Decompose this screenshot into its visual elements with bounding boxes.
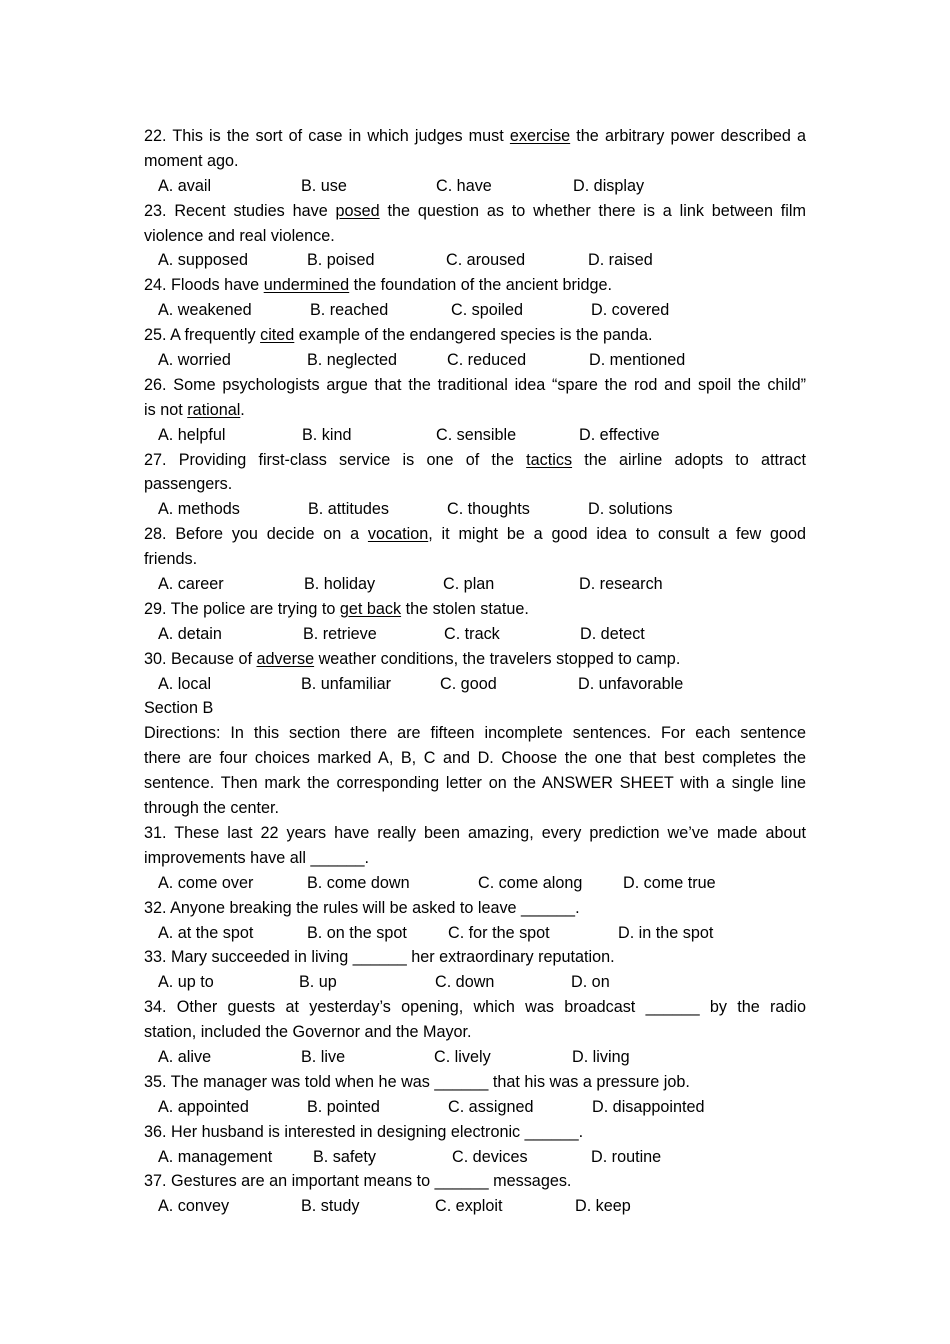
answer-options — [144, 298, 806, 323]
question-stem-line: violence and real violence. — [144, 226, 335, 245]
answer-option: D. solutions — [588, 500, 673, 519]
answer-option: D. disappointed — [592, 1097, 705, 1116]
answer-option: D. in the spot — [618, 923, 714, 942]
answer-option: B. attitudes — [308, 500, 389, 519]
answer-options — [144, 572, 806, 597]
answer-option: C. thoughts — [447, 500, 530, 519]
answer-option: C. exploit — [435, 1197, 503, 1216]
answer-options — [144, 921, 806, 946]
answer-option: B. safety — [313, 1147, 376, 1166]
directions-line: there are four choices marked A, B, C and D. Choose the one that best completes the — [144, 749, 806, 768]
answer-options — [144, 622, 806, 647]
question-stem-line: 25. A frequently cited example of the endangered species is the panda. — [144, 326, 653, 345]
question-stem-line: station, included the Governor and the Mayor. — [144, 1023, 472, 1042]
answer-option: A. alive — [158, 1047, 212, 1066]
question-stem-line: 29. The police are trying to get back the stolen statue. — [144, 599, 529, 618]
underlined-word: get back — [339, 599, 402, 618]
question-stem-line: 28. Before you decide on a vocation, it might be a good idea to consult a few good — [144, 525, 807, 544]
answer-option: A. career — [158, 575, 224, 594]
answer-option: B. use — [301, 176, 347, 195]
question-stem-line: 37. Gestures are an important means to ______ messages. — [144, 1172, 572, 1191]
answer-option: D. living — [572, 1047, 630, 1066]
answer-option: B. kind — [302, 425, 352, 444]
answer-options — [144, 248, 806, 273]
answer-option: A. up to — [158, 973, 214, 992]
directions-line: through the center. — [144, 799, 279, 818]
answer-option: C. down — [435, 973, 495, 992]
answer-option: D. research — [579, 575, 663, 594]
question-stem-line: friends. — [144, 550, 198, 569]
underlined-word: cited — [260, 326, 295, 345]
answer-options — [144, 672, 806, 697]
answer-option: C. lively — [434, 1047, 491, 1066]
answer-option: C. plan — [443, 575, 495, 594]
answer-options — [144, 1145, 806, 1170]
underlined-word: rational — [187, 400, 241, 419]
answer-options — [144, 497, 806, 522]
answer-option: A. supposed — [158, 251, 248, 270]
answer-option: C. reduced — [447, 351, 527, 370]
answer-option: B. reached — [310, 301, 389, 320]
answer-option: D. keep — [575, 1197, 631, 1216]
answer-option: C. good — [440, 674, 497, 693]
question-stem-line: 24. Floods have undermined the foundation of the ancient bridge. — [144, 276, 612, 295]
question-stem-line: 22. This is the sort of case in which judges must exercise the arbitrary power described a — [144, 127, 806, 145]
answer-options — [144, 348, 806, 373]
answer-options — [144, 174, 806, 199]
directions-line: Directions: In this section there are fifteen incomplete sentences. For each sentence — [144, 724, 806, 743]
answer-option: D. unfavorable — [578, 674, 684, 693]
answer-option: A. local — [158, 674, 212, 693]
question-stem-line: 26. Some psychologists argue that the traditional idea “spare the rod and spoil the child” — [144, 375, 806, 394]
exam-content — [144, 124, 806, 1219]
answer-options — [144, 423, 806, 448]
answer-options — [144, 970, 806, 995]
answer-option: A. weakened — [158, 301, 252, 320]
answer-option: B. come down — [307, 873, 410, 892]
answer-option: B. up — [299, 973, 337, 992]
answer-option: A. detain — [158, 624, 222, 643]
answer-option: B. pointed — [307, 1097, 380, 1116]
answer-option: C. for the spot — [448, 923, 550, 942]
question-stem-line: 35. The manager was told when he was ______ that his was a pressure job. — [144, 1072, 690, 1091]
answer-option: A. appointed — [158, 1097, 249, 1116]
answer-option: A. methods — [158, 500, 240, 519]
answer-option: C. assigned — [448, 1097, 534, 1116]
directions-line: sentence. Then mark the corresponding letter on the ANSWER SHEET with a single line — [144, 774, 806, 793]
answer-option: D. detect — [580, 624, 645, 643]
underlined-word: posed — [335, 201, 380, 220]
answer-option: D. raised — [588, 251, 653, 270]
question-stem-line: 32. Anyone breaking the rules will be asked to leave ______. — [144, 898, 580, 917]
answer-option: D. covered — [591, 301, 670, 320]
answer-option: A. at the spot — [158, 923, 254, 942]
question-stem-line: 27. Providing first-class service is one of the tactics the airline adopts to attract — [144, 450, 806, 469]
answer-option: B. on the spot — [307, 923, 407, 942]
underlined-word: vocation — [367, 525, 429, 544]
answer-option: A. convey — [158, 1197, 230, 1216]
underlined-word: tactics — [526, 450, 573, 469]
answer-option: D. routine — [591, 1147, 662, 1166]
answer-options — [144, 1194, 806, 1219]
question-stem-line: 30. Because of adverse weather conditions, the travelers stopped to camp. — [144, 649, 681, 668]
underlined-word: undermined — [263, 276, 350, 295]
answer-option: C. sensible — [436, 425, 517, 444]
answer-option: C. come along — [478, 873, 583, 892]
question-stem-line: passengers. — [144, 475, 233, 494]
answer-options — [144, 1045, 806, 1070]
answer-option: A. avail — [158, 176, 212, 195]
answer-option: B. study — [301, 1197, 360, 1216]
answer-option: A. helpful — [158, 425, 226, 444]
question-stem-line: improvements have all ______. — [144, 848, 369, 867]
question-stem-line: 31. These last 22 years have really been amazing, every prediction we’ve made about — [144, 823, 806, 842]
answer-option: A. come over — [158, 873, 254, 892]
underlined-word: adverse — [256, 649, 315, 668]
answer-option: C. aroused — [446, 251, 526, 270]
answer-options — [144, 1095, 806, 1120]
answer-option: D. come true — [623, 873, 716, 892]
answer-option: D. mentioned — [589, 351, 686, 370]
answer-option: D. display — [573, 176, 645, 195]
answer-option: C. spoiled — [451, 301, 523, 320]
answer-option: B. poised — [307, 251, 375, 270]
underlined-word: exercise — [509, 127, 571, 145]
question-stem-line: 34. Other guests at yesterday’s opening, which was broadcast ______ by the radio — [144, 998, 806, 1017]
answer-option: B. holiday — [304, 575, 376, 594]
answer-option: A. worried — [158, 351, 231, 370]
question-stem-line: 23. Recent studies have posed the question as to whether there is a link between film — [144, 201, 806, 220]
answer-option: A. management — [158, 1147, 273, 1166]
question-stem-line: 36. Her husband is interested in designing electronic ______. — [144, 1122, 584, 1141]
answer-option: B. live — [301, 1047, 346, 1066]
question-stem-line: moment ago. — [144, 151, 239, 170]
section-heading: Section B — [144, 699, 214, 718]
answer-option: D. effective — [579, 425, 660, 444]
answer-option: C. track — [444, 624, 500, 643]
answer-option: C. devices — [452, 1147, 528, 1166]
answer-option: B. retrieve — [303, 624, 377, 643]
answer-option: D. on — [571, 973, 610, 992]
question-stem-line: 33. Mary succeeded in living ______ her extraordinary reputation. — [144, 948, 615, 967]
answer-option: C. have — [436, 176, 492, 195]
answer-options — [144, 871, 806, 896]
answer-option: B. neglected — [307, 351, 397, 370]
question-stem-line: is not rational. — [144, 400, 245, 419]
answer-option: B. unfamiliar — [301, 674, 391, 693]
